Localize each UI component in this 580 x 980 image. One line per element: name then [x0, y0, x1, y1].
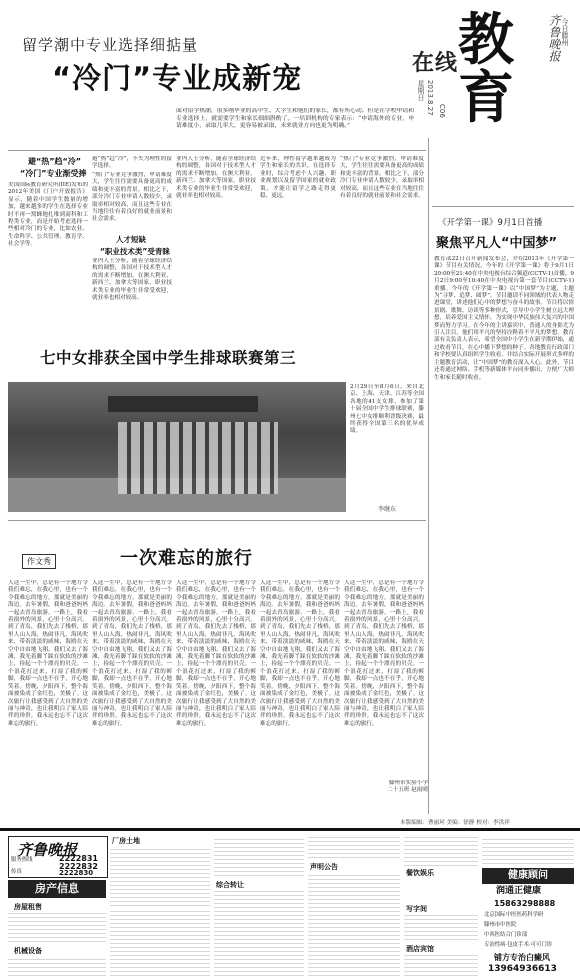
classified-listings: [110, 846, 210, 906]
tv-body: 教育部22日召开新闻发布会，介绍2013年《开学第一课》节目有关情况。今年的《开学第一课》将于9月1日20:00至21:40在中央电视台综合频道(CCTV-1)首播，9月2日9:00至10:40在中央电视台第一套节目(CCTV-1)重播。今年的《开学第一课》以“中国梦”为主题，主题为“寻梦、追梦、圆梦”。节目邀请不同领域的代表人物走进课堂，讲述他们心中的梦想与奋斗的故事。节目将以情景剧、歌舞、访谈等多种形式，引导中小学生树立远大理想，培养爱国主义情怀，为实现中华民族伟大复兴的中国梦而努力学习。在今年的主讲嘉宾中，普通人的身影尤为引人注目，他们用平凡的坚持诠释着不平凡的梦想。教育部有关负责人表示，希望全国中小学生在新学期伊始，通过收看节目，在心中播下梦想的种子。各地教育行政部门和学校要认真组织学生收看，并结合实际开展形式多样的主题教育活动，让“中国梦”的教育深入人心。此外，节目还将通过网络、手机等新媒体平台同步播出，方便广大师生和家长随时收看。: [434, 256, 574, 381]
essay-school: 滕州市实验小学: [388, 780, 428, 786]
category-health: 健康顾问: [482, 868, 574, 884]
divider: [8, 150, 426, 151]
masthead: [388, 8, 574, 138]
classified-listings: [8, 956, 106, 976]
divider: [428, 138, 429, 814]
ad-keyword: 润通正健康: [496, 886, 542, 896]
classified-listings: [8, 912, 106, 942]
category-notice: 声明公告: [310, 863, 338, 871]
lead-body: “热门”专业竞争激烈，申请难度大，学生往往需要具备更高的成绩和更丰富的背景。相比之下，部分冷门专业申请人数较少，录取率相对较高，而且这些专业在当地往往有着良好的就业前景和社会需求。: [340, 156, 424, 200]
essay-body: 人这一生中，总是有一个地方令我们难忘，在我心里，也有一个令我难忘的地方。那就是美丽的海边。去年暑假，我和爸爸妈妈一起去青岛旅游。一路上，我看着窗外的风景，心里十分高兴。到了青岛，我们先去了栈桥，那里人山人海，热闹非凡。海风吹来，带着淡淡的咸味，海鸥在天空中自由地飞翔。我们又去了海滩，我光着脚丫踩在软软的沙滩上，捡起一个个漂亮的贝壳。一个浪花打过来，打湿了我的裤脚，我却一点也不在乎，开心地笑着。傍晚，夕阳西下，整个海面被染成了金红色，美极了。这次旅行让我感受到了大自然的美丽与神奇，也让我明白了家人陪伴的珍贵。我永远也忘不了这次难忘的旅行。: [344, 580, 424, 727]
page-credits: 本版编辑：曹丽珂 美编：徐静 校对：李洪祥: [400, 820, 510, 826]
classified-listings: [404, 836, 478, 866]
essay-student: 赵雨晴: [411, 787, 428, 794]
lead-subhead: “冷门”专业渐受捧: [20, 169, 87, 178]
essay-grade: 二十五班: [387, 787, 410, 794]
ad-keyword: 北京国际中医医药科学研: [484, 912, 544, 918]
essay-column-label: 作文秀: [22, 554, 56, 569]
category-food: 餐饮娱乐: [406, 869, 434, 877]
weekday: 星期日: [417, 80, 425, 101]
paper-subtitle: 今日滕州: [561, 18, 569, 46]
classified-logo-box: [8, 836, 108, 878]
lead-body: “热门”专业竞争激烈，申请难度大，学生往往需要具备更高的成绩和更丰富的背景。相比之下，部分冷门专业申请人数较少，录取率相对较高，而且这些专业在当地往往有着良好的就业前景和社会需求。: [92, 172, 172, 223]
ad-phone: 13964936613: [488, 964, 557, 974]
page-number: C06: [438, 104, 446, 118]
classified-listings: [404, 954, 478, 976]
lead-subhead: 人才短缺: [116, 235, 146, 244]
classified-logo: 齐鲁晚报: [17, 841, 78, 859]
essay-byline: [344, 780, 428, 810]
classified-phone: 2222830: [59, 869, 94, 877]
classified-divider: [0, 828, 580, 831]
photo-banner: [108, 396, 258, 412]
classified-listings: [110, 910, 210, 976]
lead-body: 业内人士分析，随着全球经济结构的调整，各国对于技术型人才的需求不断增加。在澳大利亚、新西兰、加拿大等国家，职业技术类专业的毕业生非常受欢迎，就业率也相对较高。: [92, 258, 172, 302]
photo-team-group: [118, 422, 278, 494]
lead-body: 业内人士分析，随着全球经济结构的调整，各国对于技术型人才的需求不断增加。在澳大利亚、新西兰、加拿大等国家，职业技术类专业的毕业生非常受欢迎，就业率也相对较高。: [176, 156, 256, 200]
essay-body: 人这一生中，总是有一个地方令我们难忘，在我心里，也有一个令我难忘的地方。那就是美丽的海边。去年暑假，我和爸爸妈妈一起去青岛旅游。一路上，我看着窗外的风景，心里十分高兴。到了青岛，我们先去了栈桥，那里人山人海，热闹非凡。海风吹来，带着淡淡的咸味，海鸥在天空中自由地飞翔。我们又去了海滩，我光着脚丫踩在软软的沙滩上，捡起一个个漂亮的贝壳。一个浪花打过来，打湿了我的裤脚，我却一点也不在乎，开心地笑着。傍晚，夕阳西下，整个海面被染成了金红色，美极了。这次旅行让我感受到了大自然的美丽与神奇，也让我明白了家人陪伴的珍贵。我永远也忘不了这次难忘的旅行。: [176, 580, 256, 727]
category-hotel: 酒店宾馆: [406, 945, 434, 953]
volleyball-headline: 七中女排获全国中学生排球联赛第三: [40, 349, 297, 367]
page-title: 教育: [458, 8, 514, 131]
lead-kicker: 留学潮中专业选择细掂量: [22, 36, 199, 54]
classified-listings: [482, 836, 574, 864]
paper-name: 齐鲁晚报: [547, 14, 561, 62]
classified-listings: [214, 890, 304, 976]
divider: [8, 520, 426, 521]
category-machine: 机械设备: [14, 947, 42, 955]
ad-keyword: 中西医结合门诊部: [484, 932, 528, 938]
essay-title: 一次难忘的旅行: [120, 548, 253, 569]
classified-listings: [214, 836, 304, 876]
classified-phone: 2222831: [59, 854, 98, 863]
essay-body: 人这一生中，总是有一个地方令我们难忘，在我心里，也有一个令我难忘的地方。那就是美丽的海边。去年暑假，我和爸爸妈妈一起去青岛旅游。一路上，我看着窗外的风景，心里十分高兴。到了青岛，我们先去了栈桥，那里人山人海，热闹非凡。海风吹来，带着淡淡的咸味，海鸥在天空中自由地飞翔。我们又去了海滩，我光着脚丫踩在软软的沙滩上，捡起一个个漂亮的贝壳。一个浪花打过来，打湿了我的裤脚，我却一点也不在乎，开心地笑着。傍晚，夕阳西下，整个海面被染成了金红色，美极了。这次旅行让我感受到了大自然的美丽与神奇，也让我明白了家人陪伴的珍贵。我永远也忘不了这次难忘的旅行。: [8, 580, 88, 727]
team-photo: [8, 382, 346, 512]
divider: [432, 206, 574, 207]
photo-credit: 李继东: [378, 506, 397, 513]
photo-caption: 2月29日至8月6日，来自北京、上海、天津、江苏等全国各地的41支女排，参加了第十届全国中学生排球联赛，滕州七中女排顺利晋级决赛，最终获得全国第三名的优异成绩。: [350, 384, 424, 435]
lead-body: 近年来，理性留学越来越成为学生和家长的共识。在选择专业时，综合考虑个人兴趣、职业规划以及留学国家的就业政策，才能让留学之路走得更稳、更远。: [260, 156, 336, 200]
ad-keyword: 专治性病·包皮手术·可可门诊: [484, 942, 553, 948]
classified-listings: [308, 872, 400, 976]
category-factory: 厂房土地: [112, 837, 140, 845]
lead-body: 避“热”趋“冷”，不失为理性的留学选择。: [92, 156, 172, 170]
classified-fax-label: 传真: [11, 869, 22, 875]
ad-keyword: 15863298888: [494, 899, 556, 908]
section-label: 在线: [412, 51, 459, 76]
tv-kicker: 《开学第一课》9月1日首播: [438, 218, 543, 228]
lead-body: 美国国际教育研究所(IIE)发布的2012年美国《门户开放报告》显示，随着中国学生数量的增加，越来越多的学生在选择专业时不再一窝蜂地扎堆到商科和工程类专业，而是开始考虑选择一些相对冷门的专业，比如农业、生命科学、公共管理、教育学、社会学等。: [8, 182, 88, 248]
category-house-sub: 房屋租售: [14, 903, 42, 911]
lead-subhead: 避“热”趋“冷”: [28, 157, 82, 166]
classified-phone: 2222832: [59, 862, 98, 871]
category-house: 房产信息: [8, 880, 106, 898]
issue-date: 2013.8.27: [426, 80, 434, 116]
essay-body: 人这一生中，总是有一个地方令我们难忘，在我心里，也有一个令我难忘的地方。那就是美丽的海边。去年暑假，我和爸爸妈妈一起去青岛旅游。一路上，我看着窗外的风景，心里十分高兴。到了青岛，我们先去了栈桥，那里人山人海，热闹非凡。海风吹来，带着淡淡的咸味，海鸥在天空中自由地飞翔。我们又去了海滩，我光着脚丫踩在软软的沙滩上，捡起一个个漂亮的贝壳。一个浪花打过来，打湿了我的裤脚，我却一点也不在乎，开心地笑着。傍晚，夕阳西下，整个海面被染成了金红色，美极了。这次旅行让我感受到了大自然的美丽与神奇，也让我明白了家人陪伴的珍贵。我永远也忘不了这次难忘的旅行。: [260, 580, 340, 727]
classified-phone-label: 服务热线: [11, 857, 33, 863]
lead-intro: 面对留学热潮，很多刚毕业的高中生、大学生和他们的家长，都有所心动。但是在学校申请和专业选择上，就需要学生和家长细细斟酌了。一培训机构的专家表示：“申请海外的专业，申请难度小，录取几率大，更容易被录取，未来就业方向也更为明确。”: [176, 108, 414, 130]
category-misc: 综合转让: [216, 881, 244, 889]
category-write: 写字间: [406, 905, 427, 913]
tv-headline: 聚焦平凡人“中国梦”: [436, 236, 558, 251]
classified-listings: [404, 914, 478, 940]
lead-headline: “冷门”专业成新宠: [52, 61, 303, 95]
ad-keyword: 滕州市中医院: [484, 922, 517, 928]
ad-keyword: 铺方专治白癜风: [494, 953, 550, 962]
classified-listings: [308, 836, 400, 858]
essay-body: 人这一生中，总是有一个地方令我们难忘，在我心里，也有一个令我难忘的地方。那就是美丽的海边。去年暑假，我和爸爸妈妈一起去青岛旅游。一路上，我看着窗外的风景，心里十分高兴。到了青岛，我们先去了栈桥，那里人山人海，热闹非凡。海风吹来，带着淡淡的咸味，海鸥在天空中自由地飞翔。我们又去了海滩，我光着脚丫踩在软软的沙滩上，捡起一个个漂亮的贝壳。一个浪花打过来，打湿了我的裤脚，我却一点也不在乎，开心地笑着。傍晚，夕阳西下，整个海面被染成了金红色，美极了。这次旅行让我感受到了大自然的美丽与神奇，也让我明白了家人陪伴的珍贵。我永远也忘不了这次难忘的旅行。: [92, 580, 172, 727]
lead-subhead: “职业技术类”受青睐: [100, 247, 170, 256]
